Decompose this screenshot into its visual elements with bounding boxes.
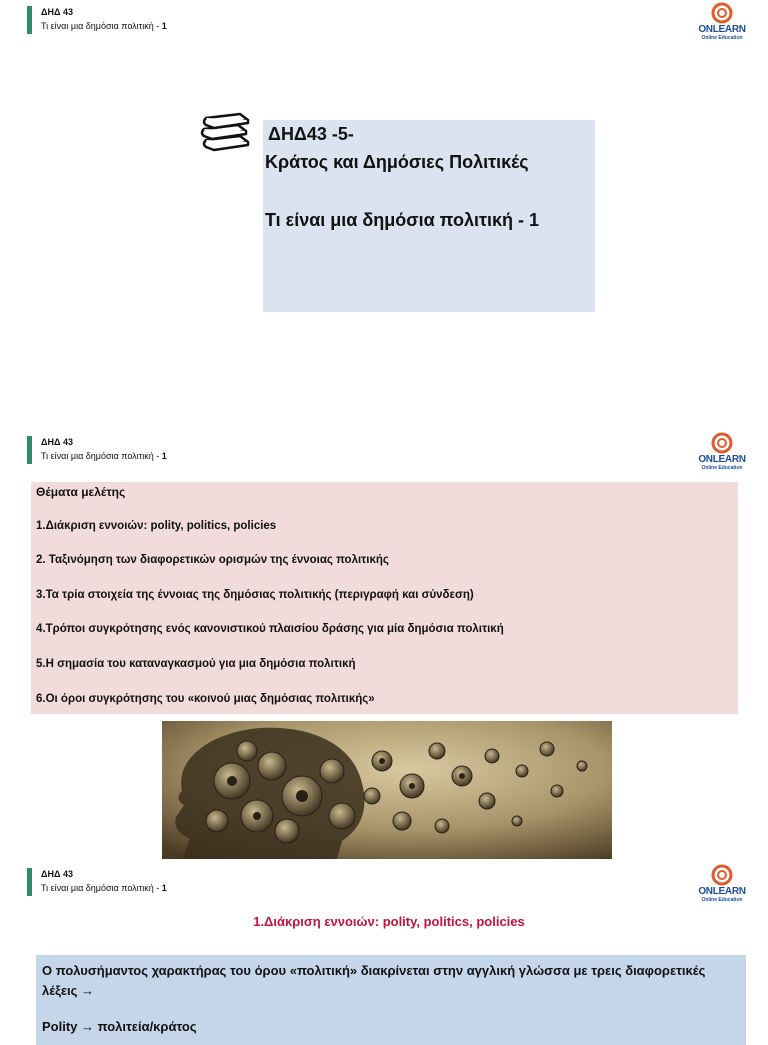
course-code: ΔΗΔ 43 [41, 869, 73, 879]
onlearn-logo: ONLEARN Online Education [694, 432, 750, 484]
deck-code: ΔΗΔ43 -5- [268, 124, 354, 144]
topic-item: 4.Τρόποι συγκρότησης ενός κανονιστικού πλαισίου δράσης για μία δημόσια πολιτική [36, 623, 504, 635]
topic-item: 6.Οι όροι συγκρότησης του «κοινού μιας δημόσιας πολιτικής» [36, 693, 375, 705]
slide-1 [0, 0, 768, 430]
onlearn-logo: ONLEARN Online Education [694, 2, 750, 54]
course-code: ΔΗΔ 43 [41, 7, 73, 17]
header-accent-bar [27, 6, 32, 34]
definition-paragraph: Ο πολυσήμαντος χαρακτήρας του όρου «πολιτική» διακρίνεται στην αγγλική γλώσσα με τρεις διαφορετικές λέξεις → [42, 963, 706, 998]
polity-line: Polity → πολιτεία/κράτος [42, 1019, 197, 1034]
title-box [263, 120, 595, 312]
study-topics-box [31, 482, 738, 714]
slide-subtitle: Τι είναι μια δημόσια πολιτική - 1 [41, 883, 167, 893]
topic-item: 5.Η σημασία του καταναγκασμού για μια δημόσια πολιτική [36, 658, 356, 670]
slide-subtitle: Τι είναι μια δημόσια πολιτική - 1 [41, 21, 167, 31]
logo-ring-icon [709, 2, 735, 24]
section-title: 1.Διάκριση εννοιών: polity, politics, policies [253, 914, 525, 929]
topic-item: 1.Διάκριση εννοιών: polity, politics, policies [36, 520, 277, 532]
topics-heading: Θέματα μελέτης [36, 485, 126, 499]
slide-subtitle: Τι είναι μια δημόσια πολιτική - 1 [41, 451, 167, 461]
slide-3 [0, 862, 768, 1034]
course-code: ΔΗΔ 43 [41, 437, 73, 447]
deck-title: Κράτος και Δημόσιες Πολιτικές [265, 152, 529, 172]
onlearn-logo: ONLEARN Online Education [694, 864, 750, 916]
logo-ring-icon [709, 864, 735, 886]
topic-item: 2. Ταξινόμηση των διαφορετικών ορισμών της έννοιας πολιτικής [36, 554, 389, 566]
header-accent-bar [27, 868, 32, 896]
slide-2 [0, 430, 768, 862]
topic-item: 3.Τα τρία στοιχεία της έννοιας της δημόσιας πολιτικής (περιγραφή και σύνδεση) [36, 589, 474, 601]
books-icon [200, 112, 252, 152]
definition-box [36, 955, 746, 1045]
gears-head-image [162, 721, 612, 859]
header-accent-bar [27, 436, 32, 464]
logo-ring-icon [709, 432, 735, 454]
deck-subtitle: Τι είναι μια δημόσια πολιτική - 1 [265, 210, 540, 230]
